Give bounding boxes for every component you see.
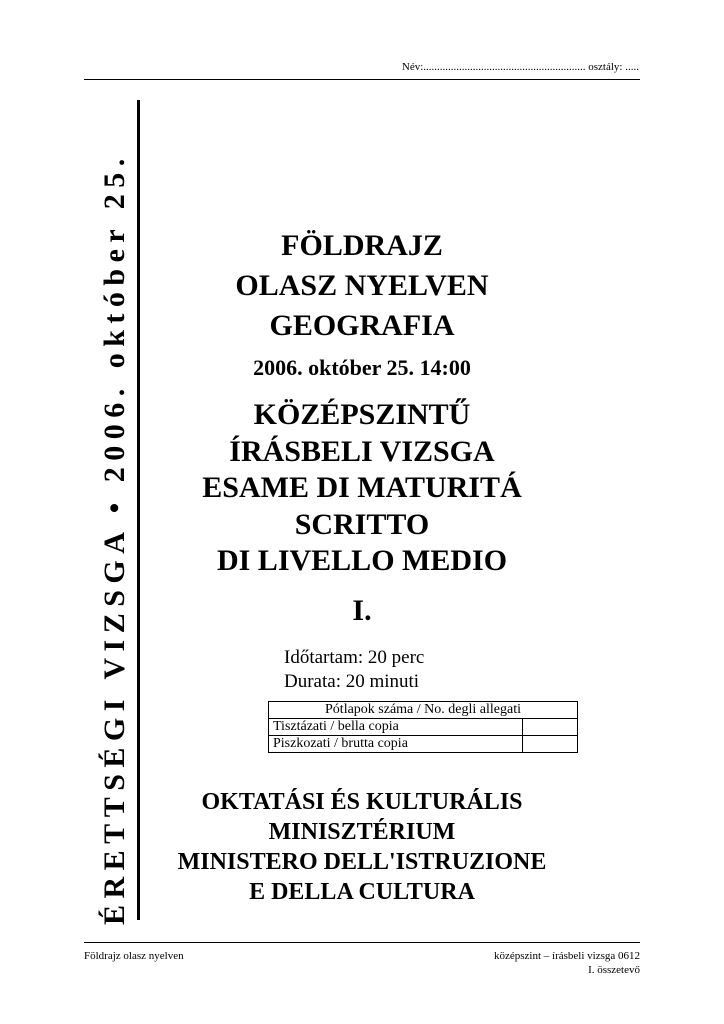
exam-line-3: ESAME DI MATURITÁ — [202, 471, 522, 504]
attachments-table — [268, 701, 578, 753]
exam-datetime: 2006. október 25. 14:00 — [253, 355, 471, 380]
ministry-name — [145, 787, 579, 907]
subject-title — [145, 226, 579, 346]
duration-it: Durata: 20 minuti — [284, 671, 420, 692]
side-banner — [86, 100, 138, 930]
ministry-line-2: MINISZTÉRIUM — [268, 819, 456, 845]
duration-block — [284, 646, 424, 694]
footer-subject: Földrajz olasz nyelven — [84, 950, 184, 962]
footer-component: I. összetevő — [588, 964, 640, 976]
ministry-line-3: MINISTERO DELL'ISTRUZIONE — [177, 849, 547, 875]
title-line-1: FÖLDRAJZ — [281, 229, 443, 262]
attachment-count-fair-copy[interactable] — [523, 719, 578, 736]
attachments-header: Pótlapok száma / No. degli allegati — [269, 702, 578, 719]
title-line-3: GEOGRAFIA — [269, 309, 455, 342]
part-number: I. — [352, 594, 372, 627]
exam-line-5: DI LIVELLO MEDIO — [216, 544, 508, 577]
attachment-label-draft: Piszkozati / brutta copia — [269, 736, 523, 753]
name-class-line: Név:........................................................... osztály: ..... — [401, 61, 639, 73]
table-row — [269, 736, 578, 753]
footer-level-code: középszint – írásbeli vizsga 0612 — [493, 950, 640, 962]
duration-hu: Időtartam: 20 perc — [284, 647, 425, 668]
attachment-count-draft[interactable] — [523, 736, 578, 753]
header-rule — [84, 79, 640, 80]
exam-line-1: KÖZÉPSZINTŰ — [253, 398, 471, 431]
footer-rule — [84, 942, 640, 943]
vertical-rule — [137, 100, 140, 920]
ministry-line-1: OKTATÁSI ÉS KULTURÁLIS — [201, 789, 523, 815]
exam-line-2: ÍRÁSBELI VIZSGA — [229, 434, 495, 468]
vertical-exam-title: ÉRETTSÉGI VIZSGA • 2006. október 25. — [98, 152, 131, 925]
attachment-label-fair-copy: Tisztázati / bella copia — [269, 719, 523, 736]
table-row — [269, 719, 578, 736]
exam-type — [145, 397, 579, 580]
ministry-line-4: E DELLA CULTURA — [249, 879, 475, 905]
title-line-2: OLASZ NYELVEN — [235, 269, 489, 302]
exam-line-4: SCRITTO — [294, 507, 430, 541]
footer-exam-info — [494, 949, 640, 977]
